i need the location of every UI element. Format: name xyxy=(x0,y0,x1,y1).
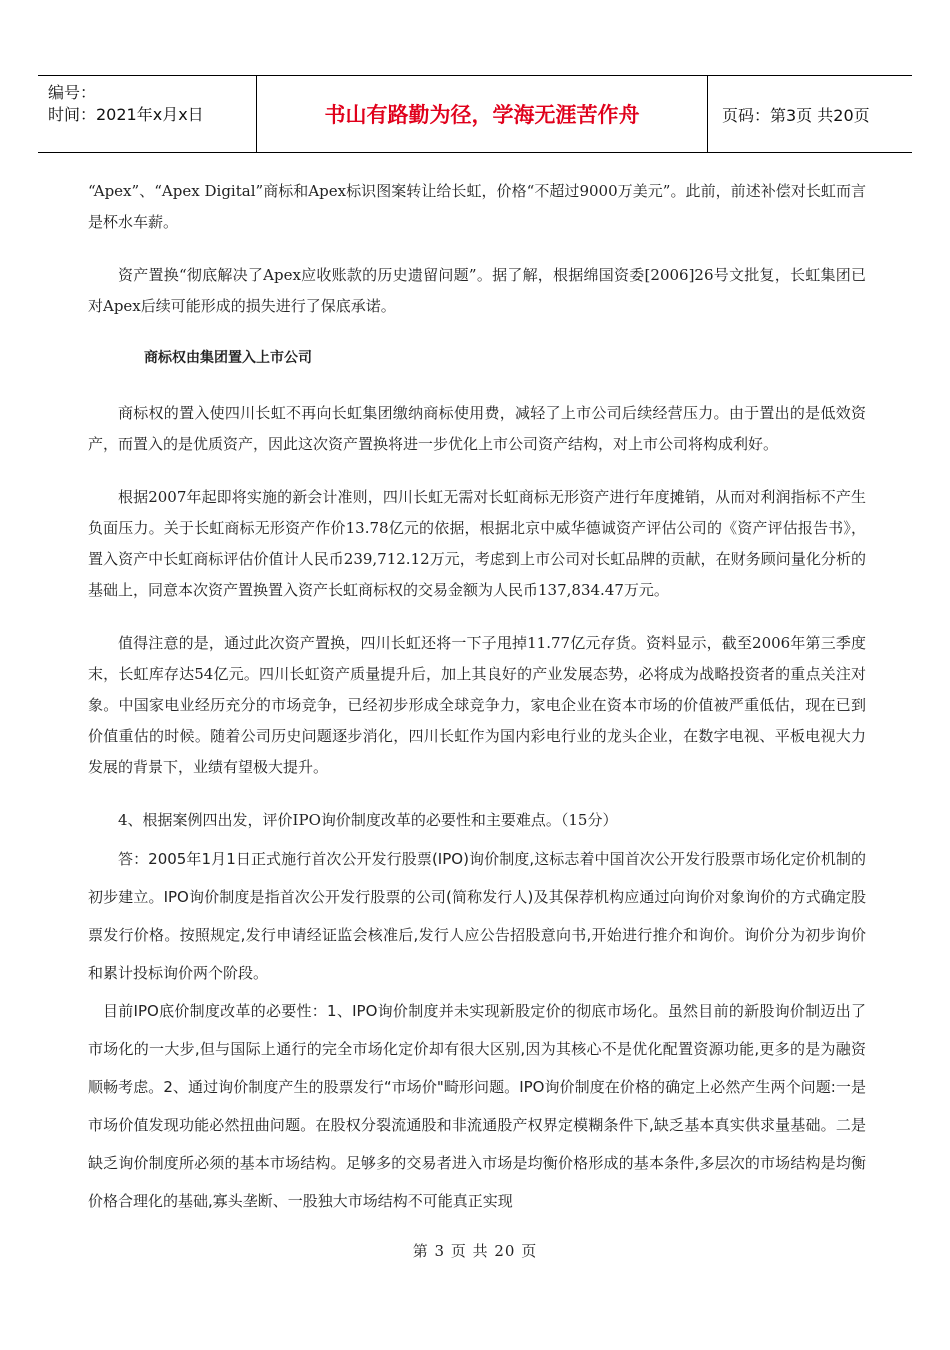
header-meta xyxy=(38,76,256,152)
paragraph-inventory: 值得注意的是，通过此次资产置换，四川长虹还将一下子甩掉11.77亿元存货。资料显示，截至2006年第三季度末，长虹库存达54亿元。四川长虹资产质量提升后，加上其良好的产业发展态势，必将成为战略投资者的重点关注对象。中国家电业经历充分的市场竞争，已经初步形成全球竞争力，家电企业在资本市场的价值被严重低估，现在已到价值重估的时候。随着公司历史问题逐步消化，四川长虹作为国内彩电行业的龙头企业，在数字电视、平板电视大力发展的背景下，业绩有望极大提升。 xyxy=(88,634,866,776)
header-page-number: 页码：第3页 共20页 xyxy=(722,105,870,125)
answer-paragraph-1: 答：2005年1月1日正式施行首次公开发行股票(IPO)询价制度,这标志着中国首次公开发行股票市场化定价机制的初步建立。IPO询价制度是指首次公开发行股票的公司(简称发行人)及其保荐机构应通过向询价对象询价的方式确定股票发行价格。按照规定,发行申请经证监会核准后,发行人应公告招股意向书,开始进行推介和询价。询价分为初步询价和累计投标询价两个阶段。 xyxy=(88,850,866,982)
document-body xyxy=(88,176,866,1220)
paragraph-apex-trademark: “Apex”、“Apex Digital”商标和Apex标识图案转让给长虹，价格“不超过9000万美元”。此前，前述补偿对长虹而言是杯水车薪。 xyxy=(88,182,866,231)
paragraph-accounting-standard: 根据2007年起即将实施的新会计准则，四川长虹无需对长虹商标无形资产进行年度摊销，从而对利润指标不产生负面压力。关于长虹商标无形资产作价13.78亿元的依据，根据北京中威华德诚资产评估公司的《资产评估报告书》，置入资产中长虹商标评估价值计人民币239,712.12万元，考虑到上市公司对长虹品牌的贡献，在财务顾问量化分析的基础上，同意本次资产置换置入资产长虹商标权的交易金额为人民币137,834.47万元。 xyxy=(88,488,866,599)
section-heading: 商标权由集团置入上市公司 xyxy=(144,350,312,366)
answer-paragraph-2: 目前IPO底价制度改革的必要性：1、IPO询价制度并未实现新股定价的彻底市场化。虽然目前的新股询价制迈出了市场化的一大步,但与国际上通行的完全市场化定价却有很大区别,因为其核心不是优化配置资源功能,更多的是为融资顺畅考虑。2、通过询价制度产生的股票发行“市场价"畸形问题。IPO询价制度在价格的确定上必然产生两个问题:一是市场价值发现功能必然扭曲问题。在股权分裂流通股和非流通股产权界定模糊条件下,缺乏基本真实供求量基础。二是缺乏询价制度所必须的基本市场结构。足够多的交易者进入市场是均衡价格形成的基本条件,多层次的市场结构是均衡价格合理化的基础,寡头垄断、一股独大市场结构不可能真正实现 xyxy=(88,1002,866,1210)
document-time-label: 时间：2021年x月x日 xyxy=(48,105,204,124)
question-4: 4、根据案例四出发，评价IPO询价制度改革的必要性和主要难点。（15分） xyxy=(118,811,618,829)
page-footer: 第 3 页 共 20 页 xyxy=(412,1242,538,1260)
page-header xyxy=(38,75,912,153)
header-motto: 书山有路勤为径，学海无涯苦作舟 xyxy=(324,103,640,127)
document-number-label: 编号： xyxy=(48,83,97,102)
paragraph-asset-swap: 资产置换“彻底解决了Apex应收账款的历史遗留问题”。据了解，根据绵国资委[2006]26号文批复，长虹集团已对Apex后续可能形成的损失进行了保底承诺。 xyxy=(88,266,866,315)
paragraph-trademark-injection: 商标权的置入使四川长虹不再向长虹集团缴纳商标使用费，减轻了上市公司后续经营压力。由于置出的是低效资产，而置入的是优质资产，因此这次资产置换将进一步优化上市公司资产结构，对上市公司将构成利好。 xyxy=(88,404,866,453)
